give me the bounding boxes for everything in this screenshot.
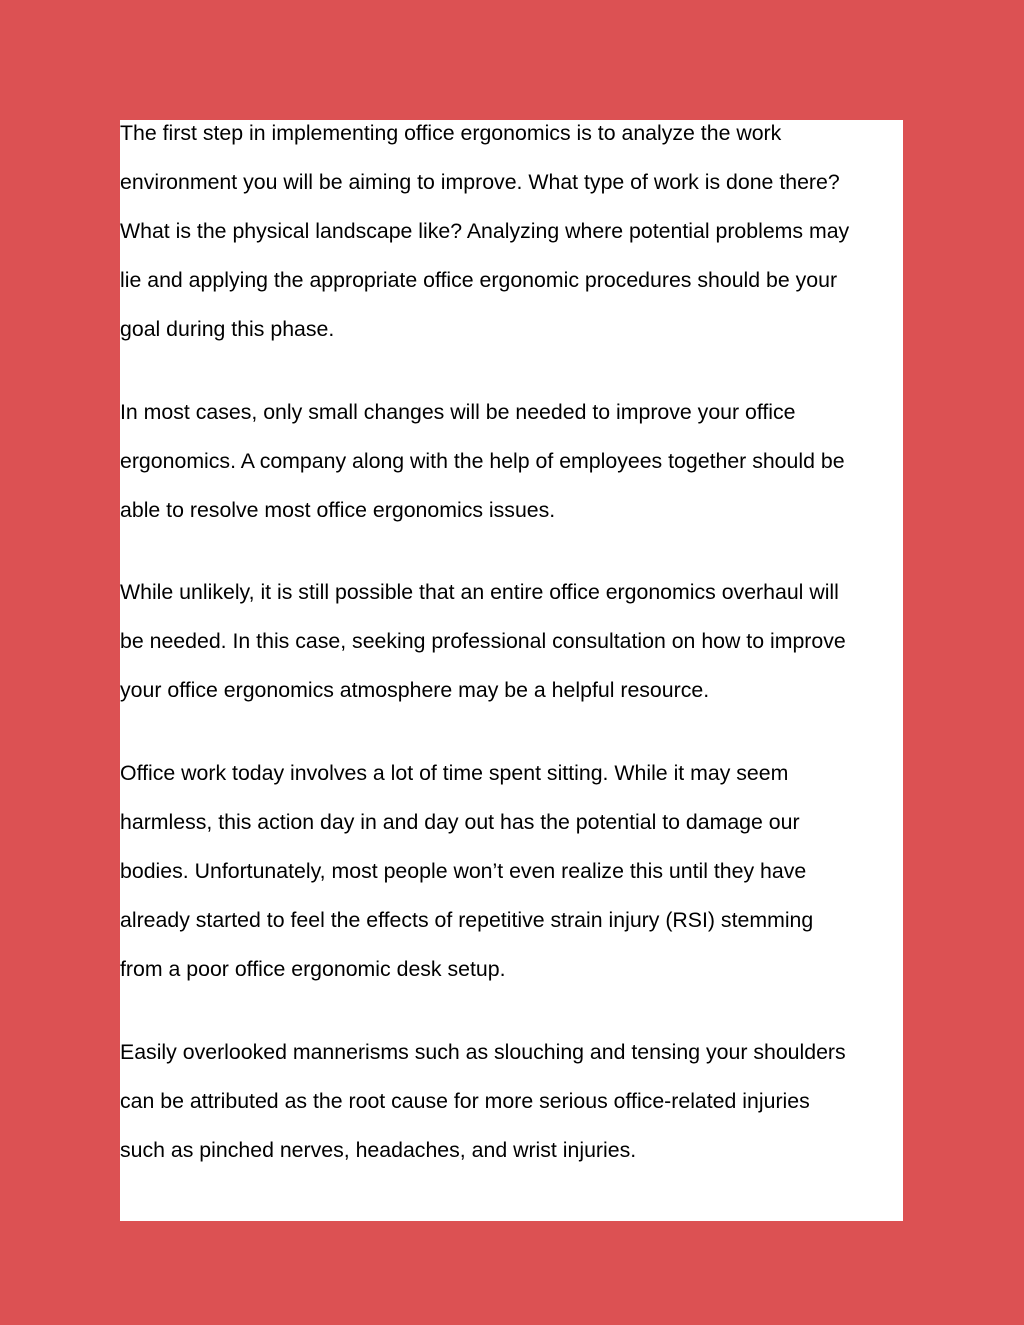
document-page	[120, 120, 903, 1221]
text-line: your office ergonomics atmosphere may be a helpful resource.	[120, 678, 710, 702]
text-line: such as pinched nerves, headaches, and wrist injuries.	[120, 1138, 637, 1162]
text-line: Easily overlooked mannerisms such as slouching and tensing your shoulders	[120, 1040, 846, 1064]
text-line: In most cases, only small changes will be needed to improve your office	[120, 400, 796, 424]
paragraph-analyze-environment	[120, 109, 849, 354]
text-line: goal during this phase.	[120, 317, 335, 341]
text-line: be needed. In this case, seeking professional consultation on how to improve	[120, 629, 846, 653]
text-line: What is the physical landscape like? Analyzing where potential problems may	[120, 219, 850, 243]
text-line: can be attributed as the root cause for more serious office-related injuries	[120, 1089, 810, 1113]
text-line: ergonomics. A company along with the help of employees together should be	[120, 449, 845, 473]
text-line: harmless, this action day in and day out has the potential to damage our	[120, 810, 800, 834]
paragraph-mannerisms	[120, 1028, 846, 1175]
text-line: The first step in implementing office ergonomics is to analyze the work	[120, 121, 782, 145]
paragraph-overhaul	[120, 568, 846, 715]
text-line: While unlikely, it is still possible that an entire office ergonomics overhaul will	[120, 580, 839, 604]
text-line: Office work today involves a lot of time spent sitting. While it may seem	[120, 761, 789, 785]
text-line: able to resolve most office ergonomics issues.	[120, 498, 556, 522]
text-line: from a poor office ergonomic desk setup.	[120, 957, 506, 981]
text-line: already started to feel the effects of repetitive strain injury (RSI) stemming	[120, 908, 814, 932]
paragraph-small-changes	[120, 388, 845, 535]
text-line: environment you will be aiming to improve. What type of work is done there?	[120, 170, 840, 194]
text-line: lie and applying the appropriate office ergonomic procedures should be your	[120, 268, 838, 292]
text-line: bodies. Unfortunately, most people won’t even realize this until they have	[120, 859, 807, 883]
paragraph-sitting	[120, 749, 813, 994]
